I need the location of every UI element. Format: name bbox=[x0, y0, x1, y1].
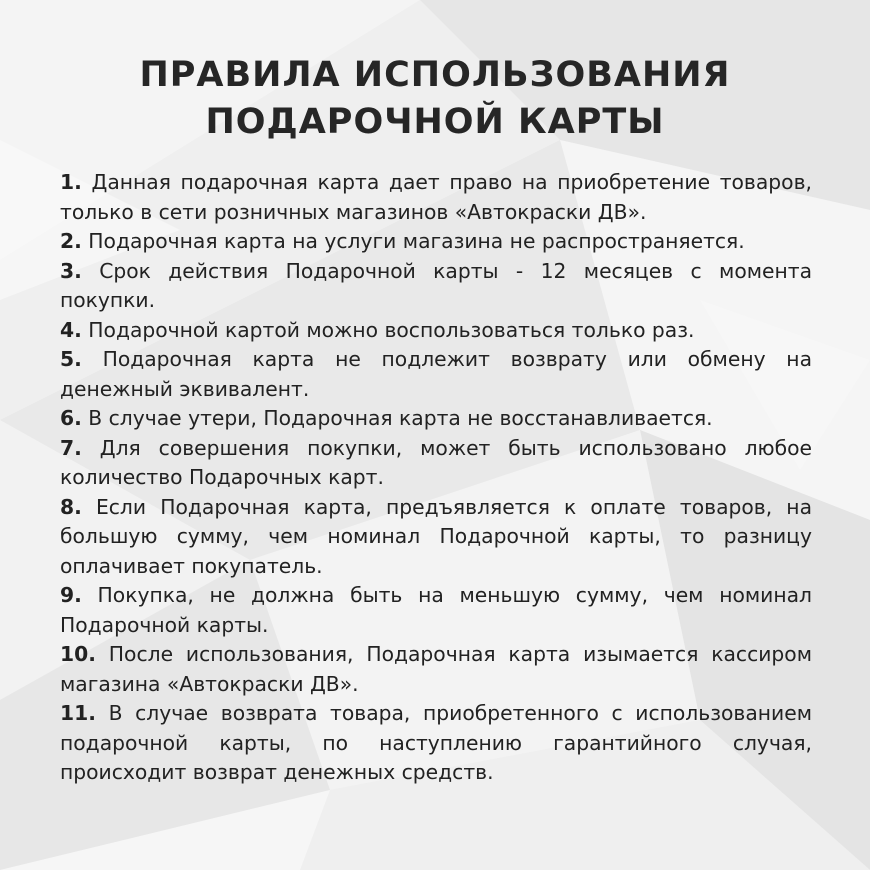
rule-item-9 bbox=[60, 581, 812, 640]
page-title bbox=[0, 52, 870, 146]
rule-number: 4. bbox=[60, 317, 82, 342]
rule-number: 11. bbox=[60, 701, 96, 725]
rule-item-10 bbox=[60, 640, 812, 699]
rule-number: 7. bbox=[60, 435, 82, 460]
rule-text: Для совершения покупки, может быть использовано любое количество Подарочных карт. bbox=[60, 435, 812, 489]
rule-item-4 bbox=[60, 316, 812, 346]
rule-item-1 bbox=[60, 168, 812, 227]
rule-text: В случае утери, Подарочная карта не восстанавливается. bbox=[88, 406, 713, 430]
rule-number: 8. bbox=[60, 494, 82, 519]
rule-item-2 bbox=[60, 227, 812, 257]
rule-number: 1. bbox=[60, 170, 82, 194]
rule-item-5 bbox=[60, 345, 812, 404]
rule-item-7 bbox=[60, 434, 812, 493]
rule-text: В случае возврата товара, приобретенного с использованием подарочной карты, по наступлению гарантийного случая, происходит возврат денежных средств. bbox=[60, 701, 812, 784]
rule-item-11 bbox=[60, 699, 812, 788]
rule-text: После использования, Подарочная карта изымается кассиром магазина «Автокраски ДВ». bbox=[60, 642, 813, 696]
rule-number: 5. bbox=[60, 347, 82, 371]
rule-text: Подарочной картой можно воспользоваться только раз. bbox=[88, 317, 695, 342]
rule-number: 10. bbox=[60, 642, 96, 666]
rule-number: 2. bbox=[60, 229, 82, 253]
rule-text: Покупка, не должна быть на меньшую сумму, чем номинал Подарочной карты. bbox=[60, 583, 812, 637]
title-line-2: ПОДАРОЧНОЙ КАРТЫ bbox=[205, 102, 665, 142]
rule-item-6 bbox=[60, 404, 812, 434]
rule-text: Подарочная карта не подлежит возврату или обмену на денежный эквивалент. bbox=[60, 347, 812, 401]
title-line-1: ПРАВИЛА ИСПОЛЬЗОВАНИЯ bbox=[139, 55, 731, 95]
rule-number: 3. bbox=[60, 258, 82, 283]
rule-text: Подарочная карта на услуги магазина не распространяется. bbox=[88, 229, 745, 253]
rule-text: Данная подарочная карта дает право на приобретение товаров, только в сети розничных магазинов «Автокраски ДВ». bbox=[60, 170, 812, 224]
rule-item-3 bbox=[60, 257, 812, 316]
rules-list bbox=[60, 168, 812, 788]
rule-item-8 bbox=[60, 493, 812, 582]
rule-text: Срок действия Подарочной карты - 12 месяцев с момента покупки. bbox=[60, 258, 813, 312]
rule-number: 6. bbox=[60, 406, 82, 430]
rule-number: 9. bbox=[60, 583, 82, 607]
rule-text: Если Подарочная карта, предъявляется к оплате товаров, на большую сумму, чем номинал Подарочной карты, то разницу оплачивает покупатель. bbox=[60, 494, 812, 578]
